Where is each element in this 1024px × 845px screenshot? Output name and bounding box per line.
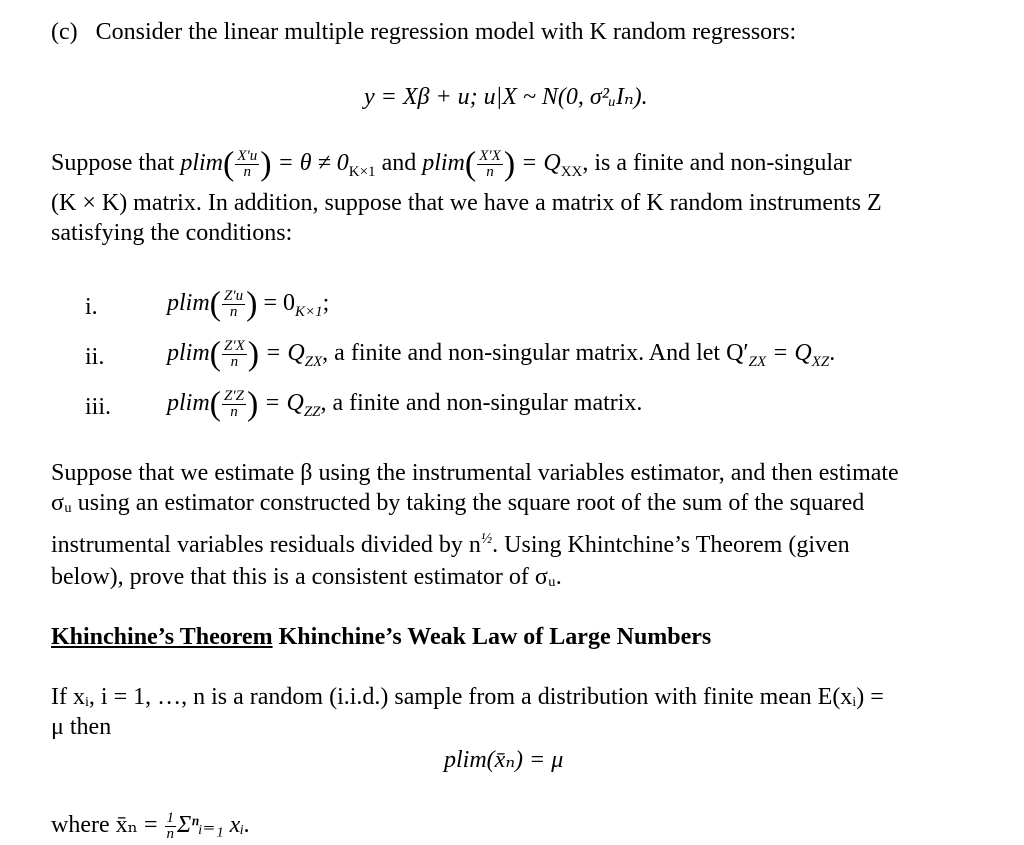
para3-line1: If xᵢ, i = 1, …, n is a random (i.i.d.) sample from a distribution with finite mean E(xᵢ) = xyxy=(51,684,884,710)
one-over-n-fraction: $\frac{1}{n}$ xyxy=(166,809,175,842)
para1-text-d: = Q xyxy=(521,150,561,176)
condition-2-index: ii. xyxy=(85,344,105,370)
para1-sub-d: XX xyxy=(560,163,583,180)
condition-3-plim: plim xyxy=(167,390,210,416)
fraction-xu: $\frac{X'u}{n}$ xyxy=(237,147,258,180)
para1-line3: satisfying the conditions: xyxy=(51,220,293,246)
para2-line3-text: instrumental variables residuals divided by n xyxy=(51,532,481,558)
theorem-title-underlined: Khinchine’s Theorem xyxy=(51,624,273,650)
para1-text-a: Suppose that xyxy=(51,150,175,176)
condition-2-tail3: . xyxy=(829,340,836,366)
para2-line3-tail: . Using Khintchine’s Theorem (given xyxy=(492,532,850,558)
theorem-title-rest: Khinchine’s Weak Law of Large Numbers xyxy=(272,624,712,650)
cond2-open: ( xyxy=(209,335,221,373)
open-paren: ( xyxy=(223,145,235,183)
para2-exponent: ½ xyxy=(480,531,493,547)
condition-1-fraction: $\frac{Z'u}{n}$ xyxy=(224,287,244,320)
where-sum: Σⁿᵢ₌₁ xᵢ. xyxy=(177,812,251,838)
plim-result: plim(x̄ₙ) = μ xyxy=(444,747,564,773)
condition-1-plim: plim xyxy=(167,290,210,316)
theorem-title xyxy=(51,622,711,652)
para1-line1 xyxy=(51,145,852,183)
para1-line2: (K × K) matrix. In addition, suppose that we have a matrix of K random instruments Z xyxy=(51,190,882,216)
condition-2-rhs-sub: ZX xyxy=(304,353,323,370)
condition-1-tail: ; xyxy=(322,290,330,316)
condition-2-tail: , a finite and non-singular matrix. And let Q′ xyxy=(322,340,749,366)
condition-2-tail-sub: ZX xyxy=(748,353,767,370)
condition-1-rhs: = 0 xyxy=(263,290,295,316)
question-intro: Consider the linear multiple regression model with K random regressors: xyxy=(95,19,797,45)
condition-2-fraction: $\frac{Z'X}{n}$ xyxy=(224,337,245,370)
condition-2-rhs: = Q xyxy=(265,340,305,366)
condition-2-plim: plim xyxy=(167,340,210,366)
para1-text-e: , is a finite and non-singular xyxy=(582,150,852,176)
condition-2 xyxy=(167,335,836,373)
para1-sub-b: K×1 xyxy=(348,163,376,180)
plim-word-2: plim xyxy=(422,150,465,176)
para2-line3 xyxy=(51,530,850,560)
cond2-close: ) xyxy=(247,335,260,373)
model-equation: y = Xβ + u; u|X ~ N(0, σ²ᵤIₙ). xyxy=(364,84,648,110)
condition-2-tail2: = Q xyxy=(766,340,812,366)
condition-3-fraction: $\frac{Z'Z}{n}$ xyxy=(224,387,244,420)
condition-1-index: i. xyxy=(85,294,98,320)
condition-3-index: iii. xyxy=(85,394,112,420)
para3-line2: μ then xyxy=(51,714,112,740)
cond1-close: ) xyxy=(246,285,258,323)
condition-2-tail2-sub: XZ xyxy=(811,353,830,370)
open-paren-2: ( xyxy=(464,145,477,183)
where-text: where x̄ₙ = xyxy=(51,812,164,838)
para1-text-c: and xyxy=(381,150,417,176)
question-header xyxy=(51,17,796,47)
question-label: (c) xyxy=(51,19,78,45)
close-paren: ) xyxy=(260,145,272,183)
fraction-xx: $\frac{X'X}{n}$ xyxy=(479,147,501,180)
condition-1 xyxy=(167,285,330,323)
plim-word: plim xyxy=(180,150,223,176)
condition-3-rhs: = Q xyxy=(264,390,304,416)
condition-3-rhs-sub: ZZ xyxy=(303,403,321,420)
para2-line2: σᵤ using an estimator constructed by taking the square root of the sum of the squared xyxy=(51,490,865,516)
para2-line1: Suppose that we estimate β using the instrumental variables estimator, and then estimate xyxy=(51,460,899,486)
para2-line4: below), prove that this is a consistent estimator of σᵤ. xyxy=(51,564,562,590)
cond1-open: ( xyxy=(209,285,221,323)
close-paren-2: ) xyxy=(503,145,516,183)
cond3-open: ( xyxy=(209,385,221,423)
where-line xyxy=(51,810,250,842)
condition-3-tail: , a finite and non-singular matrix. xyxy=(320,390,643,416)
cond3-close: ) xyxy=(246,385,259,423)
condition-1-rhs-sub: K×1 xyxy=(295,303,323,320)
condition-3 xyxy=(167,385,643,423)
para1-text-b: = θ ≠ 0 xyxy=(277,150,349,176)
